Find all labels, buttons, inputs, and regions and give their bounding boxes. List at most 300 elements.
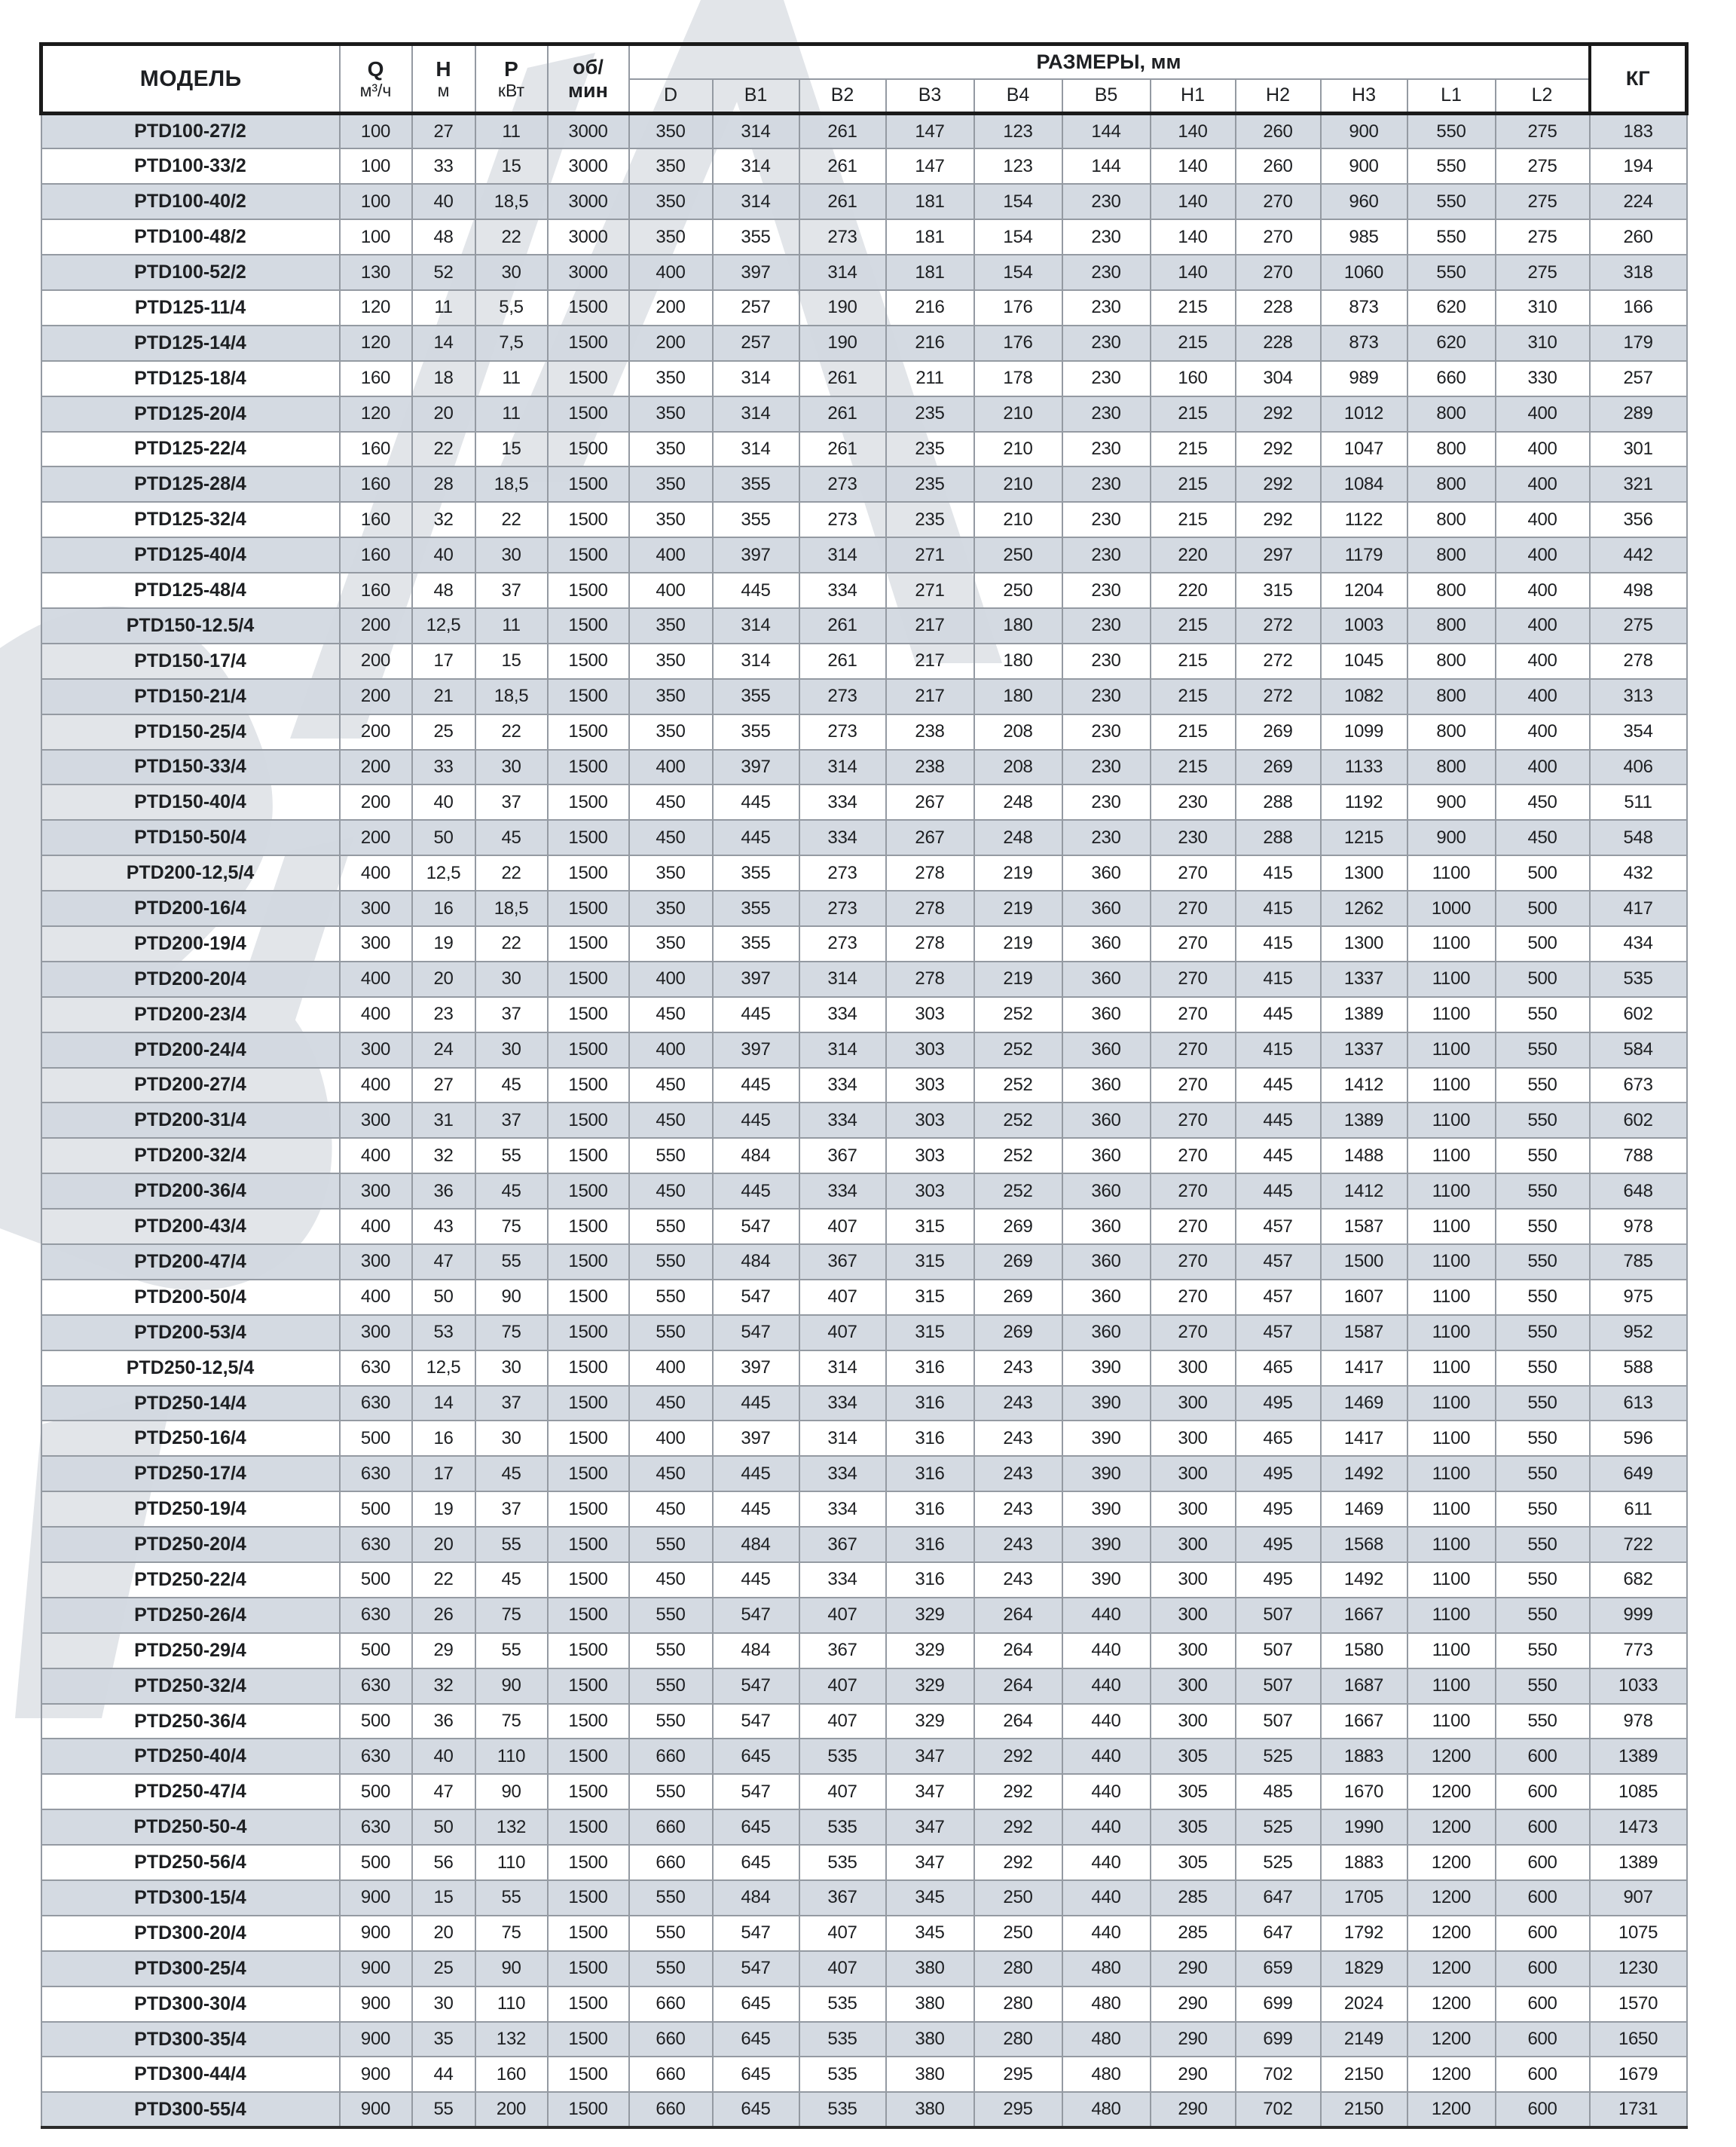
value-cell: 445 <box>713 820 799 855</box>
value-cell: 450 <box>629 1491 713 1527</box>
model-cell: PTD300-35/4 <box>41 2022 340 2057</box>
value-cell: 975 <box>1590 1280 1687 1315</box>
value-cell: 180 <box>974 644 1062 679</box>
value-cell: 480 <box>1062 2092 1151 2127</box>
table-row <box>41 1739 1687 1774</box>
value-cell: 445 <box>1236 1103 1321 1138</box>
value-cell: 305 <box>1151 1809 1236 1845</box>
value-cell: 350 <box>629 891 713 926</box>
model-cell: PTD125-40/4 <box>41 537 340 573</box>
value-cell: 350 <box>629 184 713 219</box>
value-cell: 445 <box>713 784 799 820</box>
col-header-b3: B3 <box>886 79 974 114</box>
value-cell: 550 <box>1407 255 1496 290</box>
value-cell: 300 <box>1151 1527 1236 1562</box>
value-cell: 1200 <box>1407 1986 1496 2022</box>
col-header-p <box>475 44 548 114</box>
value-cell: 1473 <box>1590 1809 1687 1845</box>
value-cell: 24 <box>412 1032 475 1068</box>
table-row <box>41 537 1687 573</box>
value-cell: 550 <box>1496 1456 1590 1491</box>
value-cell: 27 <box>412 1068 475 1103</box>
value-cell: 660 <box>629 1845 713 1880</box>
value-cell: 350 <box>629 608 713 644</box>
value-cell: 500 <box>1496 962 1590 997</box>
value-cell: 400 <box>340 997 412 1032</box>
value-cell: 183 <box>1590 114 1687 149</box>
value-cell: 48 <box>412 219 475 255</box>
value-cell: 275 <box>1496 114 1590 149</box>
value-cell: 500 <box>340 1491 412 1527</box>
value-cell: 1500 <box>548 502 629 537</box>
model-cell: PTD250-36/4 <box>41 1704 340 1739</box>
value-cell: 1200 <box>1407 2022 1496 2057</box>
value-cell: 285 <box>1151 1880 1236 1916</box>
table-row <box>41 891 1687 926</box>
value-cell: 1500 <box>548 1421 629 1456</box>
value-cell: 407 <box>799 1951 886 1986</box>
value-cell: 400 <box>1496 714 1590 750</box>
value-cell: 397 <box>713 962 799 997</box>
value-cell: 261 <box>799 396 886 432</box>
value-cell: 1492 <box>1321 1562 1407 1598</box>
value-cell: 1215 <box>1321 820 1407 855</box>
table-row <box>41 1244 1687 1280</box>
value-cell: 900 <box>340 1880 412 1916</box>
value-cell: 495 <box>1236 1527 1321 1562</box>
value-cell: 1300 <box>1321 926 1407 962</box>
value-cell: 495 <box>1236 1386 1321 1421</box>
value-cell: 400 <box>1496 608 1590 644</box>
value-cell: 400 <box>629 1350 713 1386</box>
value-cell: 1200 <box>1407 1880 1496 1916</box>
value-cell: 1100 <box>1407 1068 1496 1103</box>
value-cell: 235 <box>886 432 974 467</box>
model-cell: PTD200-24/4 <box>41 1032 340 1068</box>
value-cell: 550 <box>629 1138 713 1173</box>
table-row <box>41 1032 1687 1068</box>
col-header-h <box>412 44 475 114</box>
value-cell: 345 <box>886 1916 974 1951</box>
table-row <box>41 1845 1687 1880</box>
value-cell: 1100 <box>1407 1527 1496 1562</box>
value-cell: 278 <box>1590 644 1687 679</box>
value-cell: 14 <box>412 326 475 361</box>
model-cell: PTD200-16/4 <box>41 891 340 926</box>
value-cell: 360 <box>1062 1244 1151 1280</box>
value-cell: 215 <box>1151 396 1236 432</box>
value-cell: 275 <box>1496 148 1590 184</box>
value-cell: 535 <box>799 1809 886 1845</box>
model-cell: PTD150-50/4 <box>41 820 340 855</box>
value-cell: 445 <box>713 1562 799 1598</box>
model-cell: PTD125-22/4 <box>41 432 340 467</box>
value-cell: 400 <box>629 255 713 290</box>
value-cell: 550 <box>1407 114 1496 149</box>
value-cell: 547 <box>713 1598 799 1633</box>
value-cell: 230 <box>1062 679 1151 714</box>
value-cell: 647 <box>1236 1916 1321 1951</box>
value-cell: 305 <box>1151 1845 1236 1880</box>
value-cell: 243 <box>974 1456 1062 1491</box>
value-cell: 275 <box>1590 608 1687 644</box>
value-cell: 495 <box>1236 1456 1321 1491</box>
value-cell: 465 <box>1236 1350 1321 1386</box>
value-cell: 50 <box>412 1809 475 1845</box>
table-row <box>41 114 1687 149</box>
value-cell: 350 <box>629 679 713 714</box>
value-cell: 442 <box>1590 537 1687 573</box>
value-cell: 660 <box>629 1809 713 1845</box>
value-cell: 269 <box>1236 750 1321 785</box>
value-cell: 269 <box>1236 714 1321 750</box>
value-cell: 1200 <box>1407 1774 1496 1809</box>
value-cell: 1200 <box>1407 2092 1496 2127</box>
value-cell: 47 <box>412 1774 475 1809</box>
value-cell: 110 <box>475 1845 548 1880</box>
value-cell: 1100 <box>1407 1173 1496 1209</box>
value-cell: 314 <box>713 432 799 467</box>
value-cell: 450 <box>1496 820 1590 855</box>
value-cell: 630 <box>340 1739 412 1774</box>
value-cell: 400 <box>1496 644 1590 679</box>
value-cell: 550 <box>1496 1209 1590 1244</box>
value-cell: 1200 <box>1407 1809 1496 1845</box>
value-cell: 367 <box>799 1138 886 1173</box>
value-cell: 630 <box>340 1386 412 1421</box>
value-cell: 290 <box>1151 2057 1236 2092</box>
table-row <box>41 750 1687 785</box>
value-cell: 450 <box>629 1068 713 1103</box>
value-cell: 11 <box>475 396 548 432</box>
value-cell: 252 <box>974 1032 1062 1068</box>
value-cell: 290 <box>1151 1951 1236 1986</box>
value-cell: 50 <box>412 820 475 855</box>
value-cell: 550 <box>629 1315 713 1350</box>
value-cell: 400 <box>1496 679 1590 714</box>
value-cell: 440 <box>1062 1845 1151 1880</box>
value-cell: 400 <box>340 1068 412 1103</box>
value-cell: 181 <box>886 219 974 255</box>
value-cell: 484 <box>713 1527 799 1562</box>
value-cell: 1667 <box>1321 1704 1407 1739</box>
value-cell: 33 <box>412 750 475 785</box>
value-cell: 329 <box>886 1704 974 1739</box>
value-cell: 303 <box>886 997 974 1032</box>
value-cell: 35 <box>412 2022 475 2057</box>
value-cell: 16 <box>412 891 475 926</box>
value-cell: 160 <box>340 573 412 608</box>
value-cell: 440 <box>1062 1633 1151 1668</box>
value-cell: 547 <box>713 1774 799 1809</box>
value-cell: 550 <box>629 1598 713 1633</box>
model-cell: PTD250-40/4 <box>41 1739 340 1774</box>
value-cell: 90 <box>475 1280 548 1315</box>
value-cell: 40 <box>412 1739 475 1774</box>
value-cell: 547 <box>713 1280 799 1315</box>
value-cell: 30 <box>475 1350 548 1386</box>
col-header-d: D <box>629 79 713 114</box>
col-header-dimensions <box>629 44 1590 79</box>
value-cell: 550 <box>1496 1421 1590 1456</box>
value-cell: 1469 <box>1321 1386 1407 1421</box>
value-cell: 280 <box>974 2022 1062 2057</box>
value-cell: 507 <box>1236 1633 1321 1668</box>
value-cell: 1500 <box>548 2057 629 2092</box>
value-cell: 1500 <box>548 750 629 785</box>
value-cell: 3000 <box>548 184 629 219</box>
value-cell: 1687 <box>1321 1668 1407 1704</box>
model-cell: PTD200-19/4 <box>41 926 340 962</box>
value-cell: 3000 <box>548 148 629 184</box>
value-cell: 611 <box>1590 1491 1687 1527</box>
value-cell: 26 <box>412 1598 475 1633</box>
value-cell: 278 <box>886 962 974 997</box>
value-cell: 1100 <box>1407 1280 1496 1315</box>
value-cell: 270 <box>1151 1280 1236 1315</box>
value-cell: 215 <box>1151 644 1236 679</box>
value-cell: 250 <box>974 537 1062 573</box>
value-cell: 1705 <box>1321 1880 1407 1916</box>
value-cell: 314 <box>799 750 886 785</box>
value-cell: 596 <box>1590 1421 1687 1456</box>
value-cell: 682 <box>1590 1562 1687 1598</box>
value-cell: 400 <box>1496 432 1590 467</box>
table-row <box>41 926 1687 962</box>
value-cell: 600 <box>1496 2057 1590 2092</box>
value-cell: 390 <box>1062 1456 1151 1491</box>
model-cell: PTD250-22/4 <box>41 1562 340 1598</box>
model-cell: PTD200-31/4 <box>41 1103 340 1138</box>
value-cell: 316 <box>886 1491 974 1527</box>
value-cell: 208 <box>974 750 1062 785</box>
col-header-q <box>340 44 412 114</box>
value-cell: 2150 <box>1321 2057 1407 2092</box>
value-cell: 20 <box>412 1916 475 1951</box>
table-row <box>41 1986 1687 2022</box>
model-cell: PTD125-14/4 <box>41 326 340 361</box>
value-cell: 270 <box>1151 962 1236 997</box>
value-cell: 12,5 <box>412 1350 475 1386</box>
table-row <box>41 1386 1687 1421</box>
value-cell: 270 <box>1151 926 1236 962</box>
value-cell: 390 <box>1062 1527 1151 1562</box>
value-cell: 620 <box>1407 326 1496 361</box>
value-cell: 1100 <box>1407 1456 1496 1491</box>
value-cell: 292 <box>974 1739 1062 1774</box>
value-cell: 347 <box>886 1809 974 1845</box>
table-row <box>41 644 1687 679</box>
value-cell: 1100 <box>1407 1668 1496 1704</box>
value-cell: 400 <box>1496 537 1590 573</box>
value-cell: 600 <box>1496 1986 1590 2022</box>
value-cell: 500 <box>340 1845 412 1880</box>
value-cell: 588 <box>1590 1350 1687 1386</box>
value-cell: 300 <box>340 1103 412 1138</box>
value-cell: 22 <box>475 926 548 962</box>
col-header-model <box>41 44 340 114</box>
value-cell: 400 <box>1496 502 1590 537</box>
value-cell: 47 <box>412 1244 475 1280</box>
value-cell: 1500 <box>548 1880 629 1916</box>
value-cell: 440 <box>1062 1916 1151 1951</box>
value-cell: 1100 <box>1407 1491 1496 1527</box>
value-cell: 1179 <box>1321 537 1407 573</box>
value-cell: 1100 <box>1407 1244 1496 1280</box>
value-cell: 30 <box>475 1421 548 1456</box>
value-cell: 360 <box>1062 997 1151 1032</box>
value-cell: 243 <box>974 1386 1062 1421</box>
value-cell: 355 <box>713 679 799 714</box>
value-cell: 1500 <box>548 855 629 891</box>
value-cell: 110 <box>475 1986 548 2022</box>
value-cell: 37 <box>475 784 548 820</box>
value-cell: 314 <box>713 361 799 396</box>
value-cell: 200 <box>629 326 713 361</box>
table-row <box>41 219 1687 255</box>
value-cell: 500 <box>340 1774 412 1809</box>
value-cell: 250 <box>974 1880 1062 1916</box>
value-cell: 1192 <box>1321 784 1407 820</box>
value-cell: 230 <box>1062 750 1151 785</box>
col-header-rpm <box>548 44 629 114</box>
value-cell: 272 <box>1236 644 1321 679</box>
table-row <box>41 361 1687 396</box>
value-cell: 215 <box>1151 432 1236 467</box>
value-cell: 445 <box>713 1491 799 1527</box>
value-cell: 547 <box>713 1315 799 1350</box>
value-cell: 1500 <box>548 1103 629 1138</box>
value-cell: 217 <box>886 608 974 644</box>
value-cell: 347 <box>886 1774 974 1809</box>
value-cell: 250 <box>974 1916 1062 1951</box>
value-cell: 160 <box>340 537 412 573</box>
table-row <box>41 1209 1687 1244</box>
value-cell: 1100 <box>1407 855 1496 891</box>
value-cell: 18,5 <box>475 891 548 926</box>
value-cell: 350 <box>629 148 713 184</box>
value-cell: 360 <box>1062 891 1151 926</box>
value-cell: 550 <box>1496 1491 1590 1527</box>
value-cell: 16 <box>412 1421 475 1456</box>
value-cell: 200 <box>340 750 412 785</box>
value-cell: 334 <box>799 1173 886 1209</box>
value-cell: 350 <box>629 926 713 962</box>
value-cell: 272 <box>1236 608 1321 644</box>
value-cell: 445 <box>1236 997 1321 1032</box>
value-cell: 261 <box>799 608 886 644</box>
table-row <box>41 148 1687 184</box>
table-header <box>41 44 1687 114</box>
value-cell: 176 <box>974 326 1062 361</box>
value-cell: 417 <box>1590 891 1687 926</box>
model-cell: PTD250-12,5/4 <box>41 1350 340 1386</box>
value-cell: 305 <box>1151 1774 1236 1809</box>
value-cell: 960 <box>1321 184 1407 219</box>
value-cell: 75 <box>475 1209 548 1244</box>
value-cell: 699 <box>1236 2022 1321 2057</box>
value-cell: 498 <box>1590 573 1687 608</box>
value-cell: 350 <box>629 714 713 750</box>
value-cell: 380 <box>886 2057 974 2092</box>
value-cell: 140 <box>1151 255 1236 290</box>
value-cell: 350 <box>629 219 713 255</box>
value-cell: 295 <box>974 2057 1062 2092</box>
value-cell: 345 <box>886 1880 974 1916</box>
model-cell: PTD150-17/4 <box>41 644 340 679</box>
value-cell: 310 <box>1496 326 1590 361</box>
value-cell: 300 <box>1151 1456 1236 1491</box>
value-cell: 123 <box>974 148 1062 184</box>
value-cell: 900 <box>340 1916 412 1951</box>
value-cell: 355 <box>713 714 799 750</box>
value-cell: 210 <box>974 432 1062 467</box>
value-cell: 900 <box>340 1951 412 1986</box>
value-cell: 12,5 <box>412 608 475 644</box>
value-cell: 210 <box>974 396 1062 432</box>
value-cell: 210 <box>974 502 1062 537</box>
table-row <box>41 1704 1687 1739</box>
value-cell: 270 <box>1151 1173 1236 1209</box>
value-cell: 500 <box>340 1562 412 1598</box>
value-cell: 407 <box>799 1280 886 1315</box>
value-cell: 600 <box>1496 1809 1590 1845</box>
value-cell: 547 <box>713 1951 799 1986</box>
value-cell: 100 <box>340 184 412 219</box>
table-row <box>41 184 1687 219</box>
value-cell: 900 <box>340 2022 412 2057</box>
value-cell: 230 <box>1062 396 1151 432</box>
value-cell: 407 <box>799 1315 886 1350</box>
value-cell: 273 <box>799 891 886 926</box>
value-cell: 699 <box>1236 1986 1321 2022</box>
value-cell: 620 <box>1407 290 1496 326</box>
model-cell: PTD250-14/4 <box>41 1386 340 1421</box>
value-cell: 457 <box>1236 1244 1321 1280</box>
value-cell: 550 <box>629 1880 713 1916</box>
value-cell: 550 <box>1496 1173 1590 1209</box>
value-cell: 252 <box>974 1173 1062 1209</box>
col-header-l2: L2 <box>1496 79 1590 114</box>
model-cell: PTD250-29/4 <box>41 1633 340 1668</box>
value-cell: 350 <box>629 502 713 537</box>
table-row <box>41 997 1687 1032</box>
model-cell: PTD250-50-4 <box>41 1809 340 1845</box>
value-cell: 45 <box>475 1068 548 1103</box>
value-cell: 600 <box>1496 1739 1590 1774</box>
value-cell: 347 <box>886 1845 974 1880</box>
value-cell: 1389 <box>1321 997 1407 1032</box>
value-cell: 397 <box>713 1350 799 1386</box>
col-header-h3: H3 <box>1321 79 1407 114</box>
value-cell: 407 <box>799 1916 886 1951</box>
value-cell: 907 <box>1590 1880 1687 1916</box>
value-cell: 230 <box>1062 361 1151 396</box>
value-cell: 400 <box>1496 466 1590 502</box>
value-cell: 22 <box>475 502 548 537</box>
value-cell: 55 <box>412 2092 475 2127</box>
value-cell: 314 <box>799 1032 886 1068</box>
value-cell: 314 <box>799 1421 886 1456</box>
value-cell: 1500 <box>548 290 629 326</box>
value-cell: 90 <box>475 1774 548 1809</box>
value-cell: 457 <box>1236 1280 1321 1315</box>
table-row <box>41 714 1687 750</box>
value-cell: 511 <box>1590 784 1687 820</box>
value-cell: 484 <box>713 1633 799 1668</box>
value-cell: 1200 <box>1407 1951 1496 1986</box>
value-cell: 390 <box>1062 1562 1151 1598</box>
